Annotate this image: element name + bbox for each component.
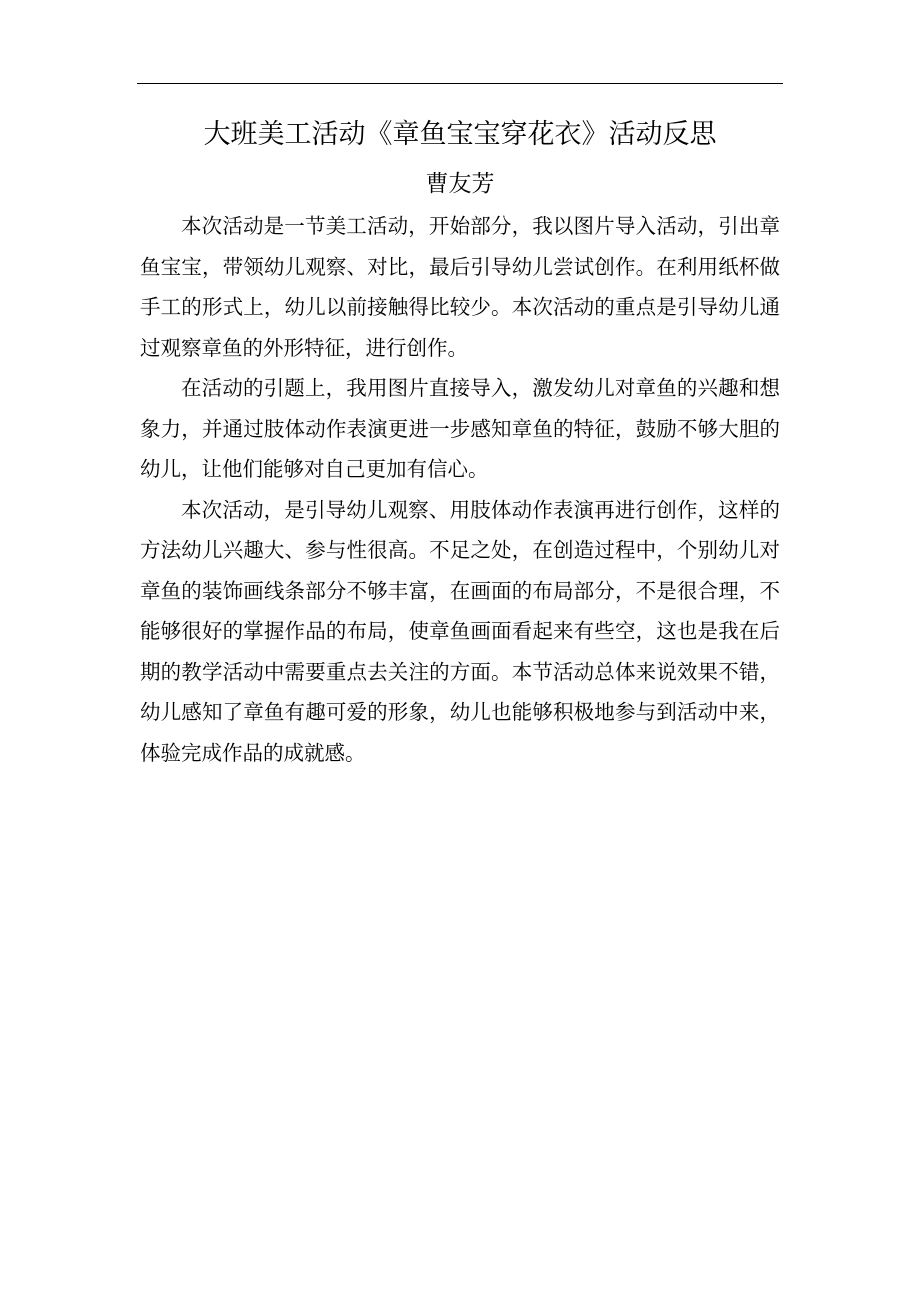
body-paragraph: 本次活动，是引导幼儿观察、用肢体动作表演再进行创作，这样的方法幼儿兴趣大、参与性很高。不足之处，在创造过程中，个别幼儿对章鱼的装饰画线条部分不够丰富，在画面的布局部分，不是很合理，不能够很好的掌握作品的布局，使章鱼画面看起来有些空，这也是我在后期的教学活动中需要重点去关注的方面。本节活动总体来说效果不错，幼儿感知了章鱼有趣可爱的形象，幼儿也能够积极地参与到活动中来，体验完成作品的成就感。 xyxy=(140,497,780,765)
body-paragraph: 在活动的引题上，我用图片直接导入，激发幼儿对章鱼的兴趣和想象力，并通过肢体动作表演更进一步感知章鱼的特征，鼓励不够大胆的幼儿，让他们能够对自己更加有信心。 xyxy=(140,376,780,481)
document-author: 曹友芳 xyxy=(425,171,495,197)
document-body xyxy=(140,206,780,773)
body-paragraph: 本次活动是一节美工活动，开始部分，我以图片导入活动，引出章鱼宝宝，带领幼儿观察、对比，最后引导幼儿尝试创作。在利用纸杯做手工的形式上，幼儿以前接触得比较少。本次活动的重点是引导幼儿通过观察章鱼的外形特征，进行创作。 xyxy=(140,214,780,360)
document-title: 大班美工活动《章鱼宝宝穿花衣》活动反思 xyxy=(203,119,717,150)
header-rule xyxy=(137,83,783,84)
